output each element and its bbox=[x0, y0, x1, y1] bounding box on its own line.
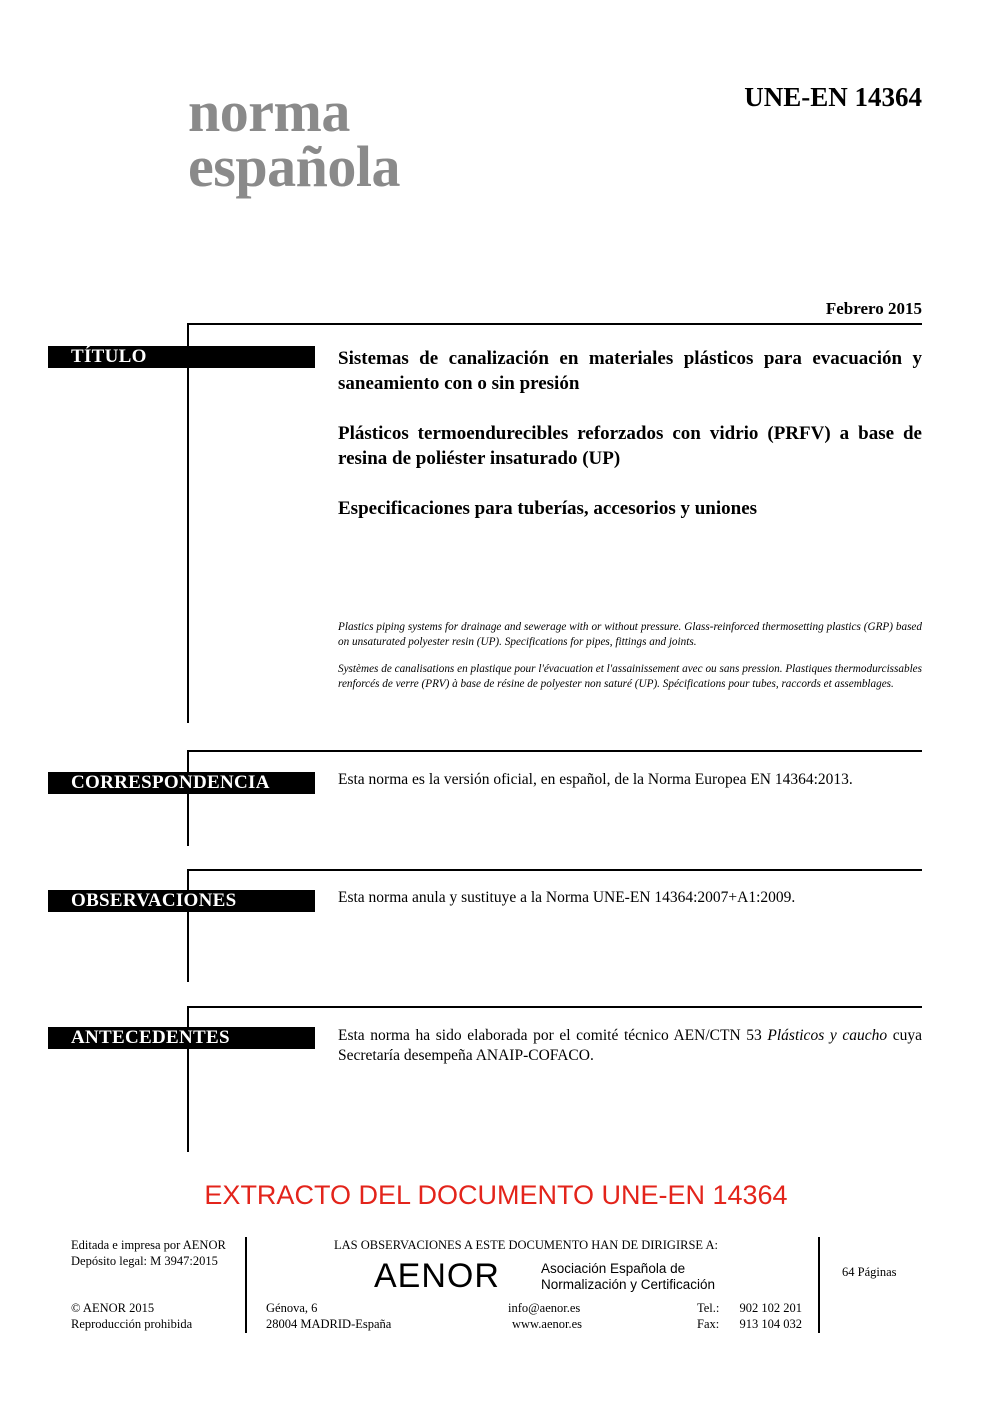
section-vertical-rule bbox=[187, 323, 189, 723]
footer-publisher bbox=[71, 1238, 226, 1269]
footer-copyright bbox=[71, 1301, 192, 1332]
titulo-translations bbox=[338, 620, 922, 704]
contact-phone-numbers bbox=[740, 1301, 803, 1332]
address-line-1: Génova, 6 bbox=[266, 1301, 318, 1315]
extract-notice: EXTRACTO DEL DOCUMENTO UNE-EN 14364 bbox=[204, 1180, 788, 1210]
section-divider bbox=[187, 323, 922, 325]
committee-name: Plásticos y caucho bbox=[767, 1027, 888, 1044]
title-english: Plastics piping systems for drainage and sewerage with or without pressure. Glass-reinforced thermosetting plastics (GRP) based on unsaturated polyester resin (UP). Specifications for pipes, fittings and joints. bbox=[338, 621, 922, 648]
label-antecedentes: ANTECEDENTES bbox=[48, 1027, 315, 1049]
antecedentes-text-after: cuya Secretaría desempeña ANAIP-COFACO. bbox=[338, 1027, 922, 1064]
edited-by: Editada e impresa por AENOR bbox=[71, 1238, 226, 1252]
section-divider bbox=[187, 750, 922, 752]
aenor-association bbox=[541, 1261, 715, 1293]
footer-divider-right bbox=[818, 1237, 820, 1333]
aenor-logo: AENOR bbox=[374, 1257, 500, 1295]
reproduction-notice: Reproducción prohibida bbox=[71, 1316, 193, 1331]
footer-divider-left bbox=[245, 1237, 247, 1333]
publication-date: Febrero 2015 bbox=[825, 299, 922, 318]
legal-deposit: Depósito legal: M 3947:2015 bbox=[71, 1253, 218, 1268]
section-vertical-rule bbox=[187, 750, 189, 846]
email-link[interactable]: info@aenor.es bbox=[508, 1301, 581, 1315]
fax-number: 913 104 032 bbox=[739, 1316, 802, 1331]
fax-label: Fax: bbox=[697, 1316, 720, 1331]
title-spanish-3: Especificaciones para tuberías, accesorios y uniones bbox=[338, 498, 758, 519]
contact-web bbox=[508, 1301, 582, 1332]
standard-code: UNE-EN 14364 bbox=[744, 82, 922, 112]
label-observaciones: OBSERVACIONES bbox=[48, 890, 315, 912]
assoc-line-1: Asociación Española de bbox=[541, 1261, 686, 1276]
antecedentes-text bbox=[338, 1026, 922, 1066]
antecedentes-text-before: Esta norma ha sido elaborada por el comité técnico AEN/CTN 53 bbox=[338, 1027, 768, 1044]
tel-number: 902 102 201 bbox=[739, 1301, 802, 1315]
brand-line-2: española bbox=[188, 134, 400, 199]
brand-title bbox=[188, 79, 400, 199]
title-spanish-1: Sistemas de canalización en materiales plásticos para evacuación y saneamiento con o sin presión bbox=[338, 348, 922, 394]
address bbox=[266, 1301, 391, 1332]
contact-phone-labels bbox=[697, 1301, 719, 1332]
section-divider bbox=[187, 869, 922, 871]
web-link[interactable]: www.aenor.es bbox=[512, 1316, 583, 1331]
observations-notice: LAS OBSERVACIONES A ESTE DOCUMENTO HAN DE DIRIGIRSE A: bbox=[334, 1238, 718, 1252]
address-line-2: 28004 MADRID-España bbox=[266, 1316, 392, 1331]
brand-line-1: norma bbox=[188, 79, 350, 144]
titulo-content bbox=[338, 346, 922, 546]
section-vertical-rule bbox=[187, 869, 189, 982]
observaciones-text: Esta norma anula y sustituye a la Norma UNE-EN 14364:2007+A1:2009. bbox=[338, 889, 796, 906]
title-french: Systèmes de canalisations en plastique pour l'évacuation et l'assainissement avec ou sans pression. Plastiques thermodurcissables renforcés de verre (PRV) à base de résine de polyester non saturé (UP). Spécifications pour tubes, raccords et assemblages. bbox=[338, 663, 922, 690]
tel-label: Tel.: bbox=[697, 1301, 720, 1315]
label-titulo: TÍTULO bbox=[48, 346, 315, 368]
assoc-line-2: Normalización y Certificación bbox=[541, 1277, 716, 1292]
page-count: 64 Páginas bbox=[842, 1265, 897, 1279]
correspondencia-text: Esta norma es la versión oficial, en español, de la Norma Europea EN 14364:2013. bbox=[338, 771, 853, 788]
title-spanish-2: Plásticos termoendurecibles reforzados con vidrio (PRFV) a base de resina de poliéster insaturado (UP) bbox=[338, 423, 922, 469]
section-divider bbox=[187, 1006, 922, 1008]
label-correspondencia: CORRESPONDENCIA bbox=[48, 772, 315, 794]
copyright: © AENOR 2015 bbox=[71, 1301, 155, 1315]
